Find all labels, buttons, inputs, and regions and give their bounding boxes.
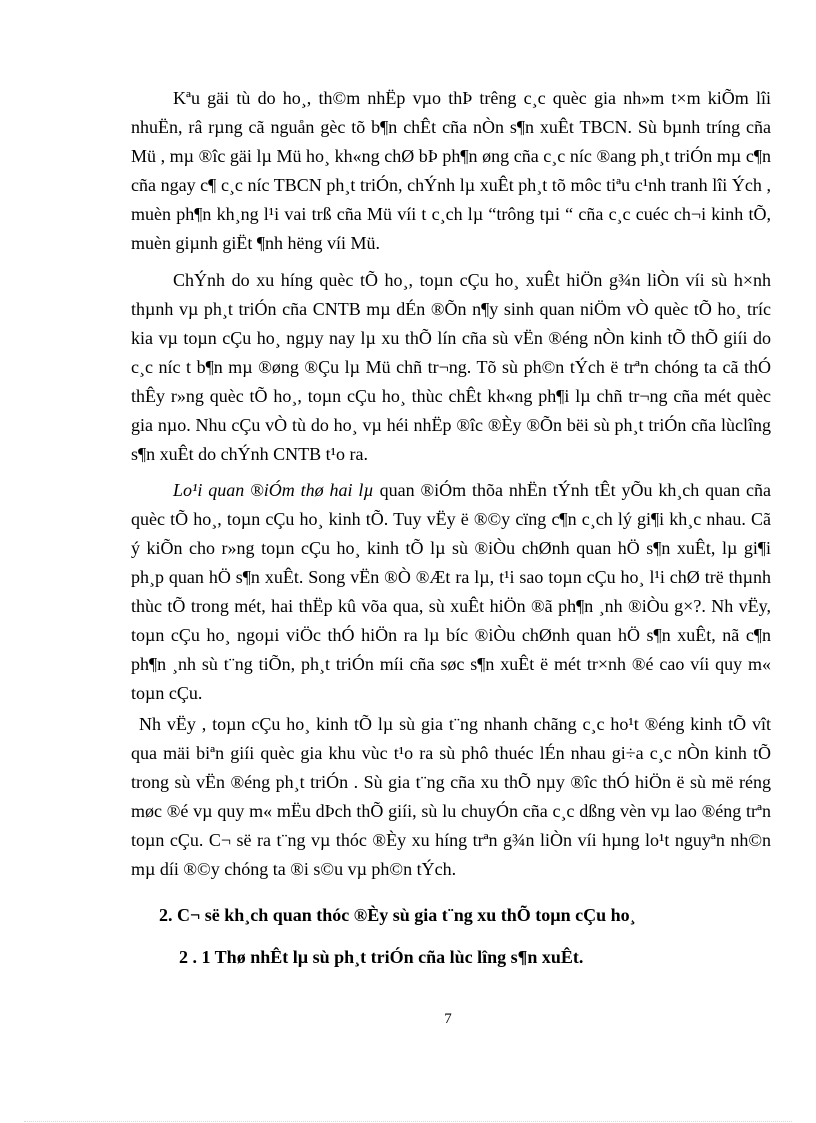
page-number: 7 xyxy=(444,1011,452,1027)
paragraph-3-italic-lead: Lo¹i quan ®iÓm thø hai lµ xyxy=(173,480,374,500)
paragraph-3 xyxy=(131,476,771,708)
paragraph-2: ChÝnh do xu híng quèc tÕ ho¸, toµn cÇu ho¸ xuÊt hiÖn g¾n liÒn víi sù h×nh thµnh vµ ph¸t triÓn cña CNTB mµ dÉn ®Õn n¶y sinh quan niÖm vÒ quèc tÕ ho¸ tríc kia vµ toµn cÇu ho¸ ngµy nay lµ xu thÕ lín cña sù vËn ®éng nÒn kinh tÕ thÕ giíi do c¸c níc t b¶n mµ ®øng ®Çu lµ Mü chñ tr¬ng. Tõ sù ph©n tÝch ë trªn chóng ta cã thÓ thÊy r»ng quèc tÕ ho¸, toµn cÇu ho¸ thùc chÊt kh«ng ph¶i lµ chñ tr¬ng cña mét quèc gia nµo. Nhu cÇu vÒ tù do ho¸ vµ héi nhËp ®îc ®Èy ®Õn bëi sù ph¸t triÓn cña lùclîng s¶n xuÊt do chÝnh CNTB t¹o ra. xyxy=(131,270,771,464)
paragraph-4: Nh vËy , toµn cÇu ho¸ kinh tÕ lµ sù gia t¨ng nhanh chãng c¸c ho¹t ®éng kinh tÕ vît qua mäi biªn giíi quèc gia khu vùc t¹o ra sù phô thuéc lÉn nhau gi÷a c¸c nÒn kinh tÕ trong sù vËn ®éng ph¸t triÓn . Sù gia t¨ng cña xu thÕ nµy ®îc thÓ hiÖn ë sù më réng møc ®é vµ quy m« mËu dÞch thÕ giíi, sù lu chuyÓn cña c¸c dßng vèn vµ lao ®éng trªn toµn cÇu. C¬ së ra t¨ng vµ thóc ®Èy xu híng trªn g¾n liÒn víi hµng lo¹t nguyªn nh©n mµ díi ®©y chóng ta ®i s©u vµ ph©n tÝch. xyxy=(131,714,771,879)
paragraph-3-body: quan ®iÓm thõa nhËn tÝnh tÊt yÕu kh¸ch quan cña quèc tÕ ho¸, toµn cÇu ho¸ kinh tÕ. Tuy vËy ë ®©y cïng c¶n c¸ch lý gi¶i kh¸c nhau. Cã ý kiÕn cho r»ng toµn cÇu ho¸ kinh tÕ lµ sù ®iÒu chØnh quan hÖ s¶n xuÊt, lµ gi¶i ph¸p quan hÖ s¶n xuÊt. Song vËn ®Ò ®Æt ra lµ, t¹i sao toµn cÇu ho¸ l¹i chØ trë thµnh thùc tÕ trong mét, hai thËp kû võa qua, sù xuÊt hiÖn ®ã ph¶n ¸nh ®iÒu g×?. Nh vËy, toµn cÇu ho¸ ngoµi viÖc thÓ hiÖn ra lµ bíc ®iÒu chØnh quan hÖ s¶n xuÊt, nã c¶n ph¶n ¸nh sù t¨ng tiÕn, ph¸t triÓn míi cña søc s¶n xuÊt ë mét tr×nh ®é cao víi quy m« toµn cÇu. xyxy=(131,480,771,703)
subsection-heading-2-1: 2 . 1 Thø nhÊt lµ sù ph¸t triÓn cña lùc lîng s¶n xuÊt. xyxy=(179,947,584,967)
page-bottom-rule xyxy=(24,1121,792,1122)
paragraph-1: Kªu gäi tù do ho¸, th©m nhËp vµo thÞ trêng c¸c quèc gia nh»m t×m kiÕm lîi nhuËn, râ rµng cã nguån gèc tõ b¶n chÊt cña nÒn s¶n xuÊt TBCN. Sù bµnh tríng cña Mü , mµ ®îc gäi lµ Mü ho¸ kh«ng chØ bÞ ph¶n øng cña c¸c níc ®ang ph¸t triÓn mµ c¶n cña ngay c¶ c¸c níc TBCN ph¸t triÓn, chÝnh lµ xuÊt ph¸t tõ môc tiªu c¹nh tranh lîi Ých , muèn ph¶n kh¸ng l¹i vai trß cña Mü víi t c¸ch lµ “trông tµi “ cña c¸c cuéc ch¬i kinh tÕ, muèn giµnh giËt ¶nh hëng víi Mü. xyxy=(131,88,771,253)
section-heading-2: 2. C¬ së kh¸ch quan thóc ®Èy sù gia t¨ng xu thÕ toµn cÇu ho¸ xyxy=(159,905,636,925)
